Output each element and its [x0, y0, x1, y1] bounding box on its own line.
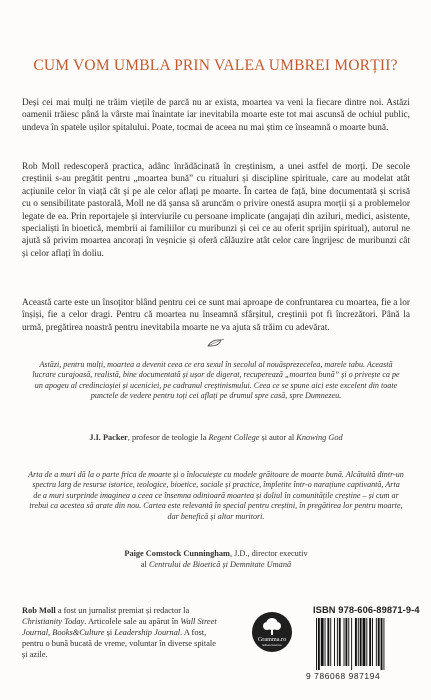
barcode-bar: [330, 618, 331, 666]
endorsement-quote-cunningham: Arta de a muri dă la o parte frica de moarte și o înlocuiește cu modele grăitoare de moarte bună. Alcătuită dintr-un spectru larg de resurse istorice, teologice, bioetice, sociale și practice, împletite într-o narațiune captivantă, Arta de a muri surprinde imaginea a ceea ce însemna odinioară moartea și doliul în comunitățile creștine – și cum ar trebui ca acestea să arate din nou. Cartea este relevantă în special pentru creștini, în pregătirea lor pentru moarte, dar benefică și altor muritori.: [28, 470, 404, 521]
publisher-subtitle: Editura Gramma: [262, 644, 282, 647]
barcode-bar: [325, 618, 326, 666]
intro-paragraph: Deși cei mai mulți ne trăim viețile de parcă nu ar exista, moartea va veni la fiecare dintre noi. Astăzi oamenii trăiesc până la vârste mai înaintate iar inevitabila moarte este tot mai ascunsă de ochiul public, undeva în spatele ușilor spitalului. Poate, tocmai de aceea nu mai știm ce înseamnă o moarte bună.: [22, 98, 410, 133]
isbn-label: ISBN 978-606-89871-9-4: [313, 605, 420, 615]
publisher-name: Gramma.ro: [257, 636, 287, 643]
barcode-bar: [327, 618, 329, 666]
barcode-bar: [316, 618, 317, 670]
barcode-bar: [318, 618, 320, 670]
barcode-bar: [348, 618, 349, 666]
barcode-bar: [378, 618, 380, 666]
author-bio: Rob Moll a fost un jurnalist premiat și redactor la Christianity Today. Articolele sale au apărut în Wall Street Journal, Books&Culture și Leadership Journal. A fost, pentru o bună bucată de vreme, voluntar în diverse spitale și azile.: [22, 606, 217, 659]
barcode-bar: [344, 618, 345, 666]
barcode-bar: [383, 618, 384, 670]
barcode-bar: [369, 618, 371, 666]
leaf-ornament-icon: [207, 338, 225, 348]
barcode-bar: [334, 618, 335, 666]
barcode-bar: [321, 618, 324, 666]
author-name: Rob Moll: [22, 606, 56, 615]
barcode-bar: [372, 618, 373, 666]
barcode-bar: [345, 618, 347, 666]
barcode-bar: [351, 618, 352, 670]
barcode-bar: [358, 618, 359, 666]
headline: CUM VOM UMBLA PRIN VALEA UMBREI MORȚII?: [33, 57, 398, 74]
barcode-bar: [363, 618, 366, 666]
barcode: [315, 618, 409, 670]
isbn-digits: 9 786068 987194: [306, 671, 381, 681]
publisher-logo: [251, 611, 293, 653]
body-paragraph: Rob Moll redescoperă practica, adânc înrădăcinată în creștinism, a unei astfel de morți. De secole creștinii s-au pregătit pentru „moartea bună” cu ritualuri și discipline spirituale, care au modelat atât acțiunile celor în viață cât și pe ale celor aflați pe moarte. În cartea de față, bine documentată și scrisă cu o sensibilitate pastorală, Moll ne dă șansa să aruncăm o privire onestă asupra morții și a problemelor legate de ea. Prin reportajele și interviurile cu persoane implicate (angajați din aziluri, medici, asistente, specialiști în bioetică, membrii ai familiilor cu muribunzi și cei ce au oferit sprijin spiritual), autorul ne ajută să privim moartea ancorați în veșnicie și oferă călăuzire atât celor care îngrijesc de muribunzi cât și celor aflați în doliu.: [22, 162, 410, 259]
barcode-bar: [381, 618, 383, 670]
endorser-name: Paige Comstock Cunningham: [124, 549, 230, 558]
barcode-bar: [337, 618, 338, 666]
endorsement-attribution-cunningham: Paige Comstock Cunningham, J.D., director executiv al Centrului de Bioetică și Demnitate Umană: [124, 549, 308, 569]
barcode-bar: [339, 618, 341, 666]
endorser-name: J.I. Packer: [89, 433, 128, 442]
endorsement-quote-packer: Astăzi, pentru mulți, moartea a devenit ceea ce era sexul în secolul al nouăsprezecelea, marele tabu. Această lucrare curajoasă, realistă, bine documentată și ușor de digerat, recuperează „moartea bună” și o privește ca pe un apogeu al credincioșiei și uceniciei, pe cadranul creștinismului. Ceea ce se spune aici este excelent din toate punctele de vedere pentru toți cei aflați pe drumul spre casă, spre Dumnezeu.: [32, 360, 400, 401]
barcode-bar: [360, 618, 362, 666]
barcode-bar: [366, 618, 367, 666]
endorsement-attribution-packer: J.I. Packer, profesor de teologie la Regent College și autor al Knowing God: [89, 433, 343, 442]
barcode-bar: [376, 618, 377, 666]
barcode-bar: [355, 618, 357, 666]
closing-paragraph: Această carte este un însoțitor blând pentru cei ce sunt mai aproape de confruntarea cu moartea, fie a lor înșiși, fie a celor dragi. Pentru că moartea nu înseamnă sfârșitul, creștinii pot fi încrezători. Până la urmă, pregătirea noastră pentru inevitabila moarte ne va ajuta să trăim cu adevărat.: [22, 298, 410, 333]
